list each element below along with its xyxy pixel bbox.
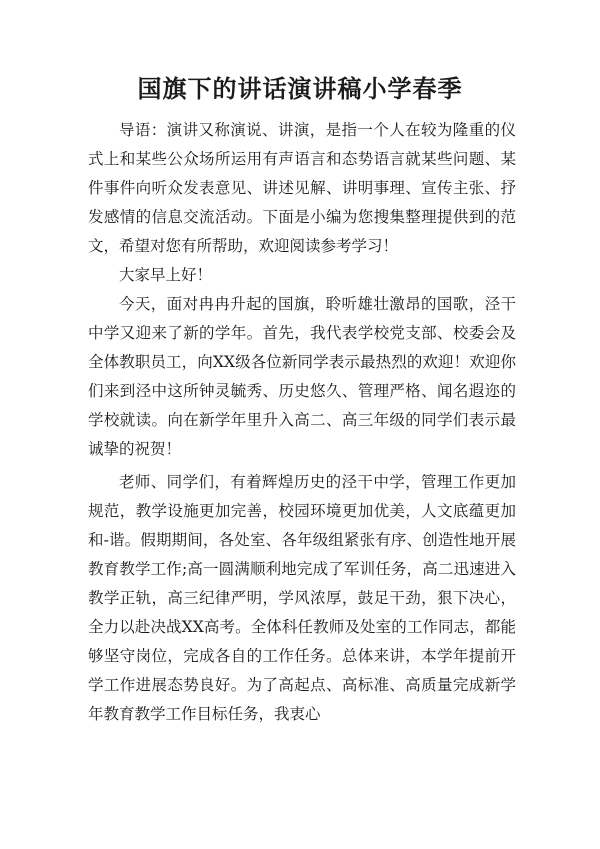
- document-body: [88, 116, 516, 729]
- document-title: 国旗下的讲话演讲稿小学春季: [137, 74, 463, 103]
- paragraph-intro: 导语：演讲又称演说、讲演，是指一个人在较为隆重的仪式上和某些公众场所运用有声语言和态势语言就某些问题、某件事件向听众发表意见、讲述见解、讲明事理、宣传主张、抒发感情的信息交流活动。下面是小编为您搜集整理提供到的范文，希望对您有所帮助，欢迎阅读参考学习！: [88, 121, 516, 255]
- paragraph-welcome: 今天，面对冉冉升起的国旗，聆听雄壮激昂的国歌，泾干中学又迎来了新的学年。首先，我代表学校党支部、校委会及全体教职员工，向XX级各位新同学表示最热烈的欢迎！欢迎你们来到泾中这所钟灵毓秀、历史悠久、管理严格、闻名遐迩的学校就读。向在新学年里升入高二、高三年级的同学们表示最诚挚的祝贺！: [88, 295, 516, 458]
- paragraph-school-work: 老师、同学们，有着辉煌历史的泾干中学，管理工作更加规范，教学设施更加完善，校园环境更加优美，人文底蕴更加和-谐。假期期间，各处室、各年级组紧张有序、创造性地开展教育教学工作;高一圆满顺利地完成了军训任务，高二迅速进入教学正轨，高三纪律严明，学风浓厚，鼓足干劲，狠下决心，全力以赴决战XX高考。全体科任教师及处室的工作同志，都能够坚守岗位，完成各自的工作任务。总体来讲，本学年提前开学工作进展态势良好。为了高起点、高标准、高质量完成新学年教育教学工作目标任务，我衷心: [88, 473, 516, 723]
- paragraph-greeting: 大家早上好！: [119, 266, 213, 284]
